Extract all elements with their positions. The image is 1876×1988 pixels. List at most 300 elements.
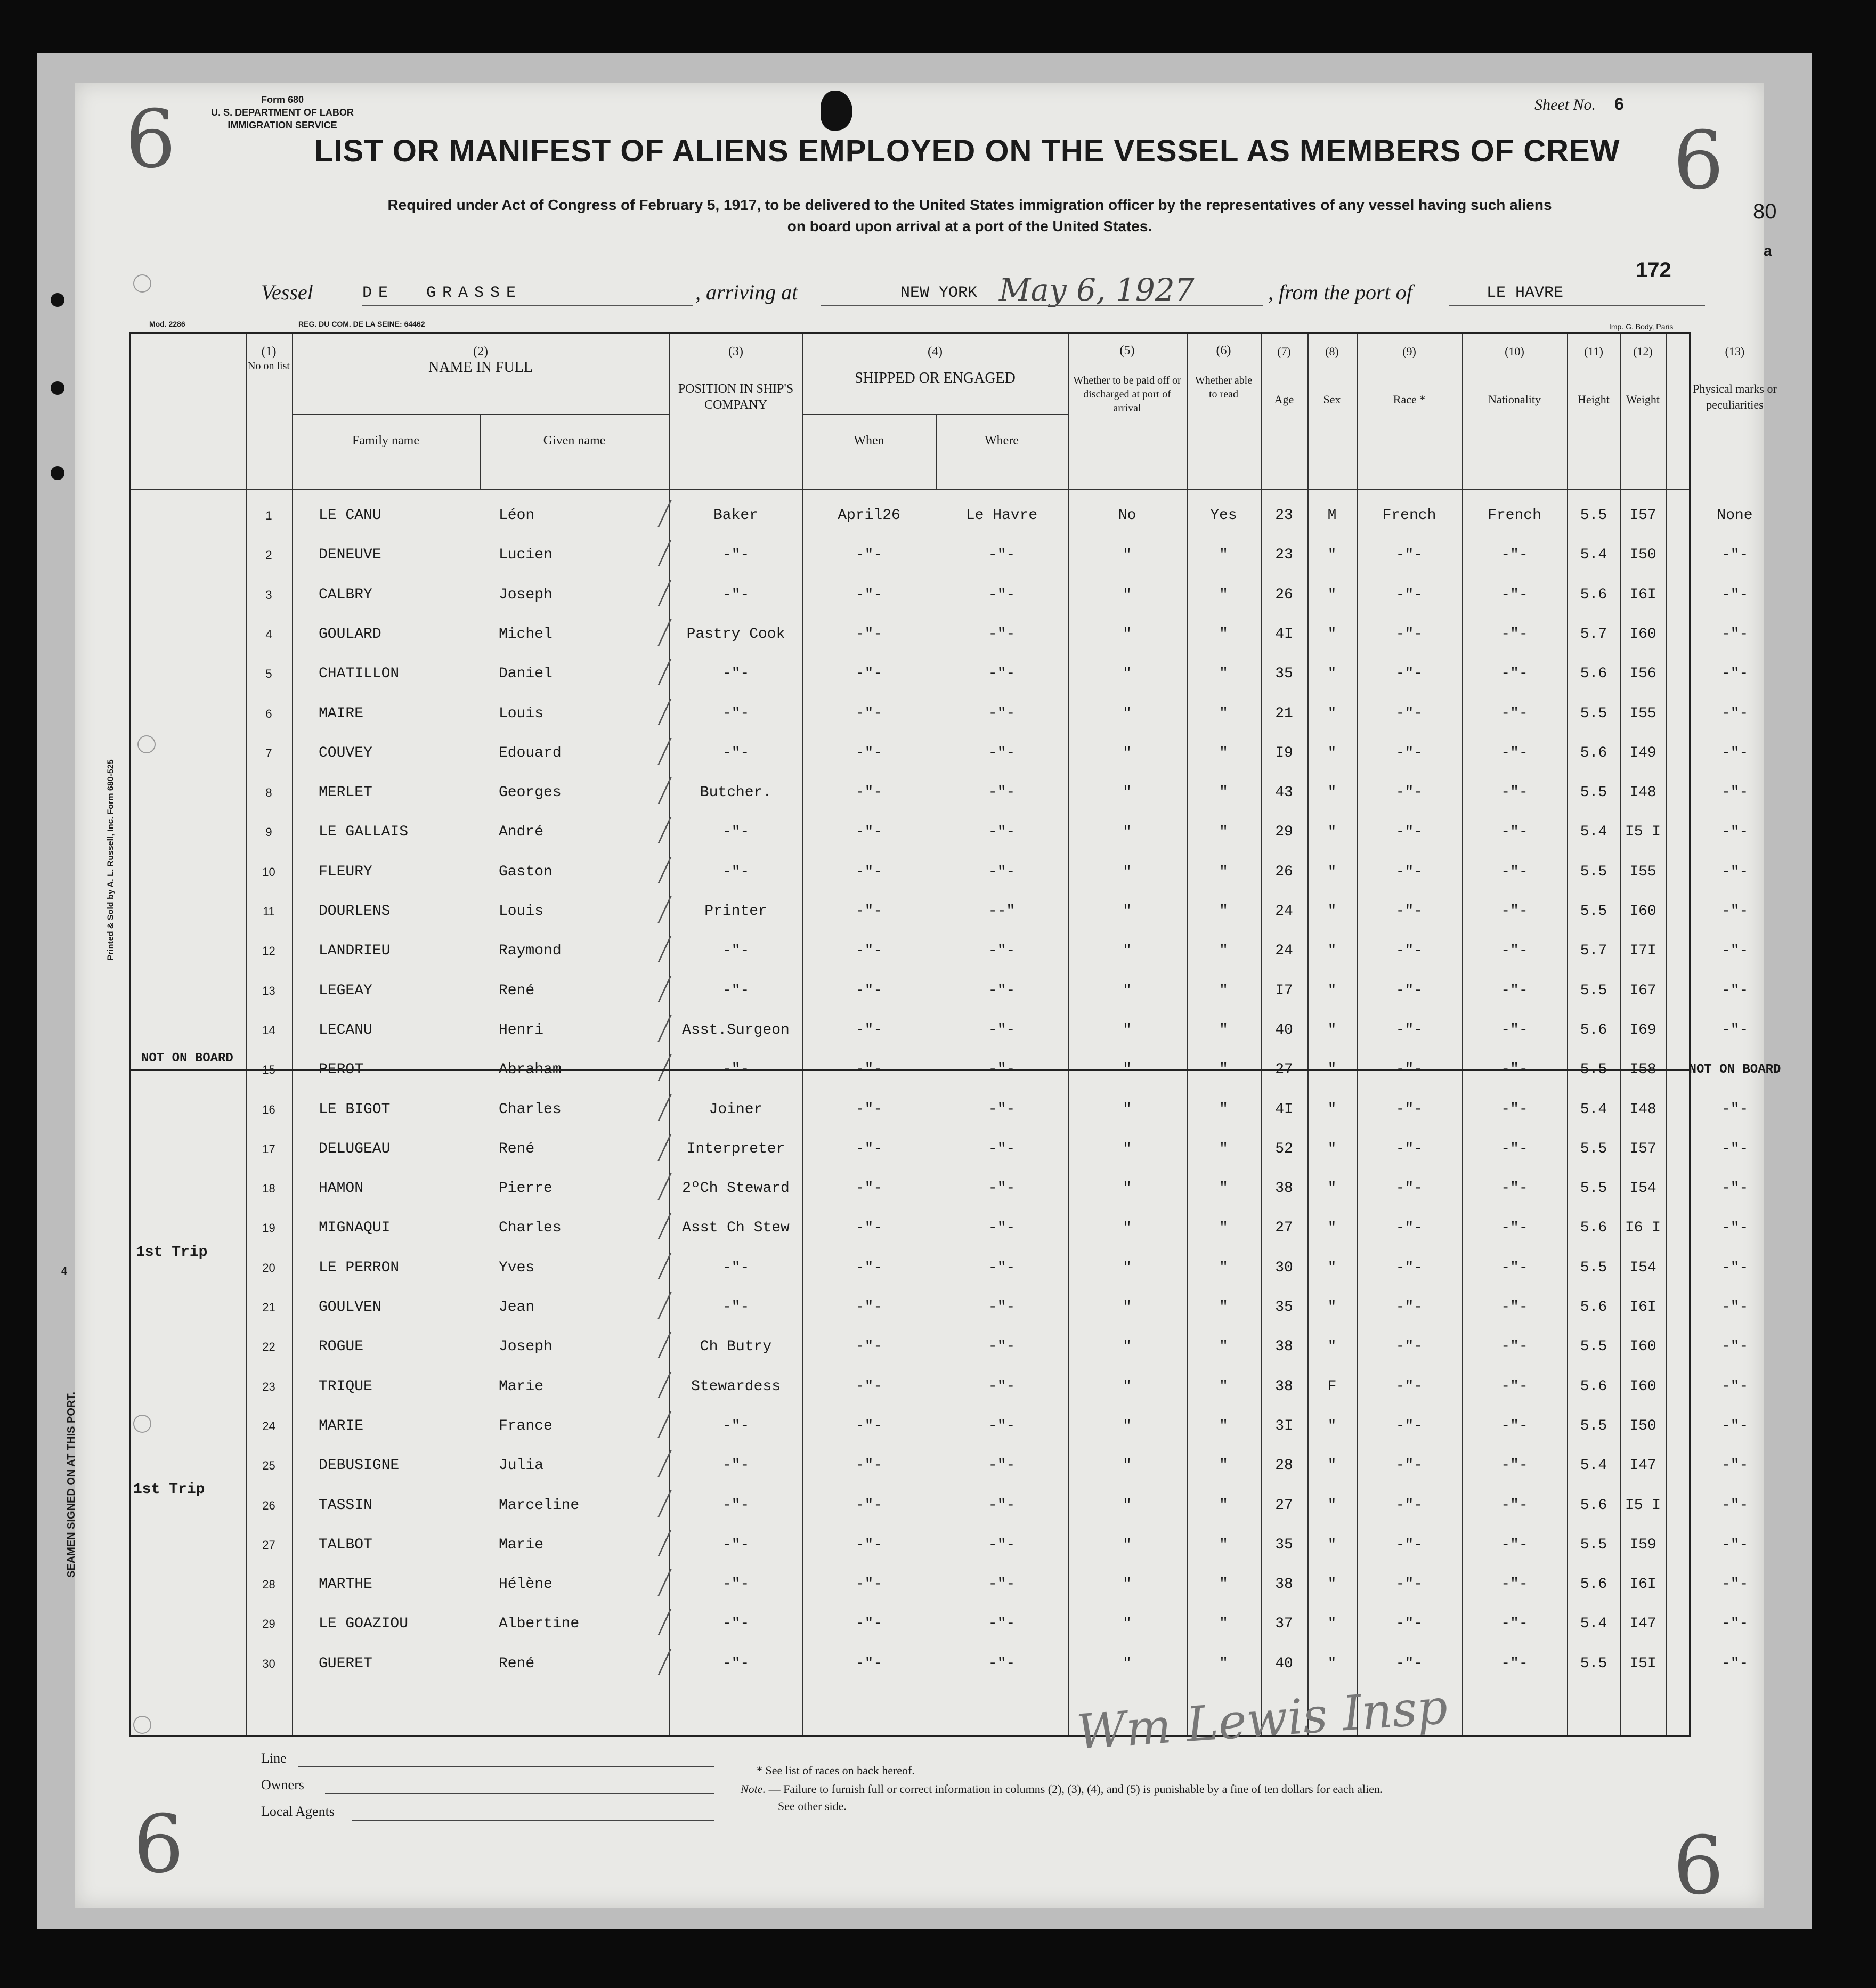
subtitle-line-1: Required under Act of Congress of February 5, 1917, to be delivered to the United States immigration officer by the representatives of any vessel having such aliens xyxy=(387,197,1552,213)
cell-weight: I47 xyxy=(1629,1616,1656,1633)
cell-where: -"- xyxy=(988,1378,1016,1395)
cell-no: 1 xyxy=(265,509,272,522)
cell-paid: " xyxy=(1123,1140,1132,1157)
cell-marks: -"- xyxy=(1721,626,1749,643)
inspector-signature: Wm Lewis Insp xyxy=(1075,1678,1450,1761)
cell-paid: No xyxy=(1118,507,1136,524)
cell-marks: -"- xyxy=(1721,705,1749,722)
cell-height: 5.7 xyxy=(1580,626,1607,643)
cell-read: " xyxy=(1219,824,1228,841)
cell-race: French xyxy=(1382,507,1436,524)
table-row xyxy=(131,1375,1749,1414)
cell-nationality: -"- xyxy=(1501,1140,1528,1157)
cell-where: Le Havre xyxy=(965,507,1038,524)
cell-family: CHATILLON xyxy=(319,666,400,683)
cell-weight: I6I xyxy=(1629,1299,1656,1316)
arriving-port: NEW YORK xyxy=(900,284,978,302)
cell-position: Interpreter xyxy=(686,1140,785,1157)
cell-when: -"- xyxy=(855,1140,883,1157)
cell-height: 5.5 xyxy=(1580,507,1607,524)
cell-given: Léon xyxy=(499,507,535,524)
cell-marks: -"- xyxy=(1721,1101,1749,1118)
cell-where: -"- xyxy=(988,1101,1016,1118)
footer-agents-label: Local Agents xyxy=(261,1804,335,1819)
cell-where: -"- xyxy=(988,1180,1016,1197)
cell-where: -"- xyxy=(988,824,1016,841)
cell-given: Yves xyxy=(499,1259,535,1276)
cell-read: " xyxy=(1219,903,1228,920)
cell-sex: F xyxy=(1327,1378,1337,1395)
cell-paid: " xyxy=(1123,784,1132,801)
table-row xyxy=(131,662,1749,701)
cell-marks: -"- xyxy=(1721,1021,1749,1038)
table-row xyxy=(131,1612,1749,1651)
cell-nationality: -"- xyxy=(1501,1061,1528,1078)
footer-note-label: Note. xyxy=(741,1782,766,1796)
cell-where: -"- xyxy=(988,586,1016,603)
cell-where: -"- xyxy=(988,1616,1016,1633)
cell-marks: -"- xyxy=(1721,943,1749,960)
arriving-label: , arriving at xyxy=(695,280,798,304)
cell-read: Yes xyxy=(1210,507,1237,524)
cell-race: -"- xyxy=(1395,1299,1423,1316)
cell-marks: -"- xyxy=(1721,1220,1749,1237)
cell-age: 26 xyxy=(1275,863,1293,880)
corner-mark-top-left: 6 xyxy=(125,93,176,186)
cell-sex: " xyxy=(1327,1616,1337,1633)
cell-weight: I60 xyxy=(1629,903,1656,920)
cell-given: Raymond xyxy=(499,943,562,960)
cell-height: 5.6 xyxy=(1580,1220,1607,1237)
cell-nationality: -"- xyxy=(1501,705,1528,722)
cell-height: 5.6 xyxy=(1580,1378,1607,1395)
cell-weight: I7I xyxy=(1629,943,1656,960)
cell-race: -"- xyxy=(1395,1417,1423,1434)
cell-when: -"- xyxy=(855,1180,883,1197)
cell-height: 5.6 xyxy=(1580,586,1607,603)
cell-nationality: -"- xyxy=(1501,586,1528,603)
cell-paid: " xyxy=(1123,1021,1132,1038)
col-header-sex: (8) Sex xyxy=(1323,345,1341,406)
cell-race: -"- xyxy=(1395,1061,1423,1078)
cell-height: 5.6 xyxy=(1580,744,1607,761)
cell-where: --" xyxy=(988,903,1016,920)
cell-read: " xyxy=(1219,626,1228,643)
cell-given: Louis xyxy=(499,705,544,722)
cell-paid: " xyxy=(1123,943,1132,960)
col-header-name: (2) NAME IN FULL xyxy=(428,345,533,376)
cell-weight: I5I xyxy=(1629,1655,1656,1672)
cell-when: -"- xyxy=(855,943,883,960)
cell-age: 23 xyxy=(1275,507,1293,524)
cell-no: 6 xyxy=(265,707,272,720)
margin-note-first-trip-row26: 1st Trip xyxy=(133,1481,205,1498)
cell-family: LE PERRON xyxy=(319,1259,400,1276)
cell-where: -"- xyxy=(988,863,1016,880)
cell-marks: None xyxy=(1717,507,1753,524)
cell-no: 19 xyxy=(262,1221,275,1235)
cell-height: 5.4 xyxy=(1580,1101,1607,1118)
form-header-block xyxy=(197,93,368,132)
cell-family: LE GALLAIS xyxy=(319,824,409,841)
cell-age: 4I xyxy=(1275,626,1293,643)
table-row xyxy=(131,820,1749,859)
cell-when: -"- xyxy=(855,982,883,999)
cell-sex: " xyxy=(1327,547,1337,564)
cell-no: 17 xyxy=(262,1142,275,1156)
cell-read: " xyxy=(1219,784,1228,801)
cell-height: 5.5 xyxy=(1580,1655,1607,1672)
cell-sex: " xyxy=(1327,1338,1337,1356)
cell-marks: -"- xyxy=(1721,1457,1749,1474)
cell-nationality: -"- xyxy=(1501,1299,1528,1316)
seamen-side-note: SEAMEN SIGNED ON AT THIS PORT. xyxy=(65,1392,77,1578)
cell-height: 5.6 xyxy=(1580,1299,1607,1316)
cell-weight: I57 xyxy=(1629,1140,1656,1157)
cell-given: Marie xyxy=(499,1536,544,1553)
cell-where: -"- xyxy=(988,784,1016,801)
cell-where: -"- xyxy=(988,1220,1016,1237)
cell-paid: " xyxy=(1123,547,1132,564)
arriving-underline xyxy=(821,305,1263,306)
cell-when: -"- xyxy=(855,1457,883,1474)
cell-race: -"- xyxy=(1395,1338,1423,1356)
cell-where: -"- xyxy=(988,1299,1016,1316)
cell-no: 9 xyxy=(265,825,272,839)
cell-given: Marie xyxy=(499,1378,544,1395)
table-row xyxy=(131,741,1749,781)
cell-family: FLEURY xyxy=(319,863,372,880)
cell-sex: " xyxy=(1327,1576,1337,1593)
cell-given: Jean xyxy=(499,1299,535,1316)
table-row xyxy=(131,1335,1749,1374)
cell-when: -"- xyxy=(855,1616,883,1633)
cell-given: René xyxy=(499,1655,535,1672)
cell-age: 27 xyxy=(1275,1220,1293,1237)
cell-read: " xyxy=(1219,1220,1228,1237)
cell-given: René xyxy=(499,982,535,999)
cell-race: -"- xyxy=(1395,1021,1423,1038)
cell-position: Ch Butry xyxy=(700,1338,772,1356)
col-header-family-name: Family name xyxy=(352,434,419,448)
cell-given: Joseph xyxy=(499,586,553,603)
service: IMMIGRATION SERVICE xyxy=(228,120,337,131)
cell-height: 5.5 xyxy=(1580,1140,1607,1157)
cell-race: -"- xyxy=(1395,784,1423,801)
cell-given: Michel xyxy=(499,626,553,643)
sheet-number-label: Sheet No. xyxy=(1534,96,1596,113)
cell-paid: " xyxy=(1123,666,1132,683)
cell-family: COUVEY xyxy=(319,744,372,761)
cell-given: Marceline xyxy=(499,1497,580,1514)
cell-paid: " xyxy=(1123,705,1132,722)
cell-sex: " xyxy=(1327,1180,1337,1197)
cell-position: Joiner xyxy=(709,1101,763,1118)
cell-sex: " xyxy=(1327,1220,1337,1237)
cell-height: 5.4 xyxy=(1580,1616,1607,1633)
cell-nationality: -"- xyxy=(1501,1259,1528,1276)
cell-age: 40 xyxy=(1275,1021,1293,1038)
cell-when: April26 xyxy=(838,507,900,524)
cell-position: -"- xyxy=(722,1061,750,1078)
cell-position: -"- xyxy=(722,547,750,564)
corner-mark-top-right: 6 xyxy=(1673,115,1724,207)
cell-no: 28 xyxy=(262,1578,275,1592)
corner-mark-bottom-left: 6 xyxy=(133,1798,184,1891)
cell-nationality: -"- xyxy=(1501,1616,1528,1633)
cell-family: LEGEAY xyxy=(319,982,372,999)
cell-family: LECANU xyxy=(319,1021,372,1038)
cell-read: " xyxy=(1219,666,1228,683)
cell-given: Lucien xyxy=(499,547,553,564)
cell-read: " xyxy=(1219,586,1228,603)
cell-family: GOULVEN xyxy=(319,1299,381,1316)
cell-where: -"- xyxy=(988,666,1016,683)
cell-where: -"- xyxy=(988,1417,1016,1434)
cell-when: -"- xyxy=(855,1378,883,1395)
cell-given: Pierre xyxy=(499,1180,553,1197)
cell-race: -"- xyxy=(1395,547,1423,564)
table-row xyxy=(131,860,1749,899)
cell-family: MERLET xyxy=(319,784,372,801)
cell-read: " xyxy=(1219,1576,1228,1593)
cell-race: -"- xyxy=(1395,1457,1423,1474)
cell-marks: -"- xyxy=(1721,784,1749,801)
cell-read: " xyxy=(1219,744,1228,761)
footer-owners-label: Owners xyxy=(261,1777,304,1792)
cell-race: -"- xyxy=(1395,863,1423,880)
cell-where: -"- xyxy=(988,1061,1016,1078)
cell-given: Charles xyxy=(499,1220,562,1237)
vessel-underline xyxy=(362,305,693,306)
cell-read: " xyxy=(1219,1299,1228,1316)
cell-position: -"- xyxy=(722,1616,750,1633)
table-row xyxy=(131,1494,1749,1533)
cell-read: " xyxy=(1219,1655,1228,1672)
cell-nationality: -"- xyxy=(1501,1101,1528,1118)
cell-paid: " xyxy=(1123,982,1132,999)
table-row xyxy=(131,1058,1781,1097)
cell-marks: -"- xyxy=(1721,1338,1749,1356)
cell-nationality: -"- xyxy=(1501,1497,1528,1514)
cell-marks: -"- xyxy=(1721,982,1749,999)
cell-race: -"- xyxy=(1395,1497,1423,1514)
table-row xyxy=(131,781,1749,820)
cell-read: " xyxy=(1219,1101,1228,1118)
cell-read: " xyxy=(1219,1417,1228,1434)
cell-no: 30 xyxy=(262,1657,275,1670)
cell-family: PEROT xyxy=(319,1061,364,1078)
cell-when: -"- xyxy=(855,1220,883,1237)
cell-no: 24 xyxy=(262,1419,275,1433)
cell-height: 5.5 xyxy=(1580,1180,1607,1197)
cell-where: -"- xyxy=(988,1576,1016,1593)
document-title: LIST OR MANIFEST OF ALIENS EMPLOYED ON THE VESSEL AS MEMBERS OF CREW xyxy=(314,134,1620,168)
cell-when: -"- xyxy=(855,586,883,603)
col-header-paid-off: (5) Whether to be paid off or discharged at port of arrival xyxy=(1073,344,1181,414)
table-row xyxy=(131,1295,1749,1335)
cell-race: -"- xyxy=(1395,744,1423,761)
cell-given: Charles xyxy=(499,1101,562,1118)
cell-nationality: -"- xyxy=(1501,824,1528,841)
cell-height: 5.6 xyxy=(1580,1021,1607,1038)
cell-marks: -"- xyxy=(1721,824,1749,841)
cell-weight: I69 xyxy=(1629,1021,1656,1038)
cell-no: 20 xyxy=(262,1261,275,1275)
cell-race: -"- xyxy=(1395,626,1423,643)
cell-sex: " xyxy=(1327,903,1337,920)
cell-no: 15 xyxy=(262,1063,275,1077)
cell-where: -"- xyxy=(988,982,1016,999)
cell-paid: " xyxy=(1123,1378,1132,1395)
cell-nationality: -"- xyxy=(1501,982,1528,999)
cell-paid: " xyxy=(1123,1576,1132,1593)
cell-position: -"- xyxy=(722,982,750,999)
table-row xyxy=(131,1137,1749,1176)
cell-marks: -"- xyxy=(1721,1497,1749,1514)
cell-family: MIGNAQUI xyxy=(319,1220,391,1237)
cell-sex: " xyxy=(1327,1259,1337,1276)
cell-when: -"- xyxy=(855,1061,883,1078)
cell-paid: " xyxy=(1123,1061,1132,1078)
vessel-name: DE GRASSE xyxy=(362,284,523,302)
cell-height: 5.4 xyxy=(1580,547,1607,564)
cell-where: -"- xyxy=(988,1457,1016,1474)
cell-race: -"- xyxy=(1395,982,1423,999)
cell-nationality: -"- xyxy=(1501,666,1528,683)
cell-age: 35 xyxy=(1275,1299,1293,1316)
cell-position: -"- xyxy=(722,863,750,880)
cell-weight: I6I xyxy=(1629,586,1656,603)
cell-weight: I54 xyxy=(1629,1259,1656,1276)
from-port-underline xyxy=(1449,305,1705,306)
cell-no: 29 xyxy=(262,1617,275,1631)
table-row xyxy=(131,899,1749,939)
cell-sex: " xyxy=(1327,982,1337,999)
cell-read: " xyxy=(1219,982,1228,999)
cell-position: -"- xyxy=(722,744,750,761)
cell-given: Joseph xyxy=(499,1338,553,1356)
cell-paid: " xyxy=(1123,1220,1132,1237)
cell-age: 26 xyxy=(1275,586,1293,603)
cell-weight: I56 xyxy=(1629,666,1656,683)
cell-paid: " xyxy=(1123,1536,1132,1553)
cell-given: Henri xyxy=(499,1021,544,1038)
cell-family: GUERET xyxy=(319,1655,372,1672)
cell-marks: -"- xyxy=(1721,1576,1749,1593)
cell-weight: I48 xyxy=(1629,784,1656,801)
cell-where: -"- xyxy=(988,1021,1016,1038)
cell-read: " xyxy=(1219,1616,1228,1633)
stamp-number: 172 xyxy=(1636,258,1671,282)
cell-no: 18 xyxy=(262,1182,275,1196)
cell-nationality: -"- xyxy=(1501,1378,1528,1395)
cell-position: -"- xyxy=(722,824,750,841)
cell-position: -"- xyxy=(722,943,750,960)
cell-family: HAMON xyxy=(319,1180,364,1197)
table-row xyxy=(131,504,1753,543)
cell-position: Stewardess xyxy=(691,1378,781,1395)
cell-race: -"- xyxy=(1395,1576,1423,1593)
cell-where: -"- xyxy=(988,626,1016,643)
corner-mark-bottom-right: 6 xyxy=(1673,1820,1724,1912)
cell-sex: " xyxy=(1327,1536,1337,1553)
cell-sex: " xyxy=(1327,1655,1337,1672)
cell-marks: -"- xyxy=(1721,1536,1749,1553)
table-row xyxy=(131,1018,1749,1058)
cell-age: 38 xyxy=(1275,1378,1293,1395)
cell-age: 4I xyxy=(1275,1101,1293,1118)
cell-height: 5.5 xyxy=(1580,1338,1607,1356)
arrival-date-handwritten: May 6, 1927 xyxy=(999,272,1195,308)
cell-given: Albertine xyxy=(499,1616,580,1633)
table-row xyxy=(131,543,1749,582)
cell-age: 24 xyxy=(1275,903,1293,920)
cell-no: 12 xyxy=(262,944,275,958)
cell-marks: -"- xyxy=(1721,744,1749,761)
cell-given: Louis xyxy=(499,903,544,920)
cell-position: -"- xyxy=(722,1417,750,1434)
table-row xyxy=(131,1176,1749,1216)
cell-marks: -"- xyxy=(1721,1180,1749,1197)
cell-nationality: -"- xyxy=(1501,903,1528,920)
cell-family: LE BIGOT xyxy=(319,1101,391,1118)
cell-marks: -"- xyxy=(1721,586,1749,603)
cell-given: André xyxy=(499,824,544,841)
col-header-no: (1) No on list xyxy=(248,345,290,372)
cell-age: 37 xyxy=(1275,1616,1293,1633)
cell-marks: -"- xyxy=(1721,1259,1749,1276)
cell-sex: " xyxy=(1327,1021,1337,1038)
cell-age: I7 xyxy=(1275,982,1293,999)
cell-age: 28 xyxy=(1275,1457,1293,1474)
cell-sex: " xyxy=(1327,626,1337,643)
cell-weight: I59 xyxy=(1629,1536,1656,1553)
cell-nationality: -"- xyxy=(1501,1536,1528,1553)
cell-age: 3I xyxy=(1275,1417,1293,1434)
cell-no: 14 xyxy=(262,1023,275,1037)
punch-hole xyxy=(51,381,64,395)
cell-no: 21 xyxy=(262,1301,275,1314)
cell-family: CALBRY xyxy=(319,586,372,603)
cell-no: 16 xyxy=(262,1102,275,1116)
cell-read: " xyxy=(1219,863,1228,880)
cell-family: DENEUVE xyxy=(319,547,381,564)
cell-marks: -"- xyxy=(1721,1140,1749,1157)
cell-given: Hélène xyxy=(499,1576,553,1593)
cell-where: -"- xyxy=(988,1259,1016,1276)
cell-paid: " xyxy=(1123,744,1132,761)
cell-sex: " xyxy=(1327,1497,1337,1514)
cell-sex: " xyxy=(1327,1061,1337,1078)
footer-note xyxy=(741,1782,1383,1796)
cell-when: -"- xyxy=(855,744,883,761)
table-row xyxy=(131,1216,1749,1255)
cell-weight: I55 xyxy=(1629,705,1656,722)
cell-where: -"- xyxy=(988,705,1016,722)
cell-sex: " xyxy=(1327,586,1337,603)
cell-race: -"- xyxy=(1395,943,1423,960)
cell-given: Edouard xyxy=(499,744,562,761)
from-port-label: , from the port of xyxy=(1268,280,1412,304)
cell-age: 40 xyxy=(1275,1655,1293,1672)
col-header-age: (7) Age xyxy=(1274,345,1294,406)
cell-weight: I48 xyxy=(1629,1101,1656,1118)
form-number: Form 680 xyxy=(261,94,304,105)
cell-no: 26 xyxy=(262,1498,275,1512)
cell-nationality: -"- xyxy=(1501,744,1528,761)
col-header-weight: (12) Weight xyxy=(1626,345,1660,406)
